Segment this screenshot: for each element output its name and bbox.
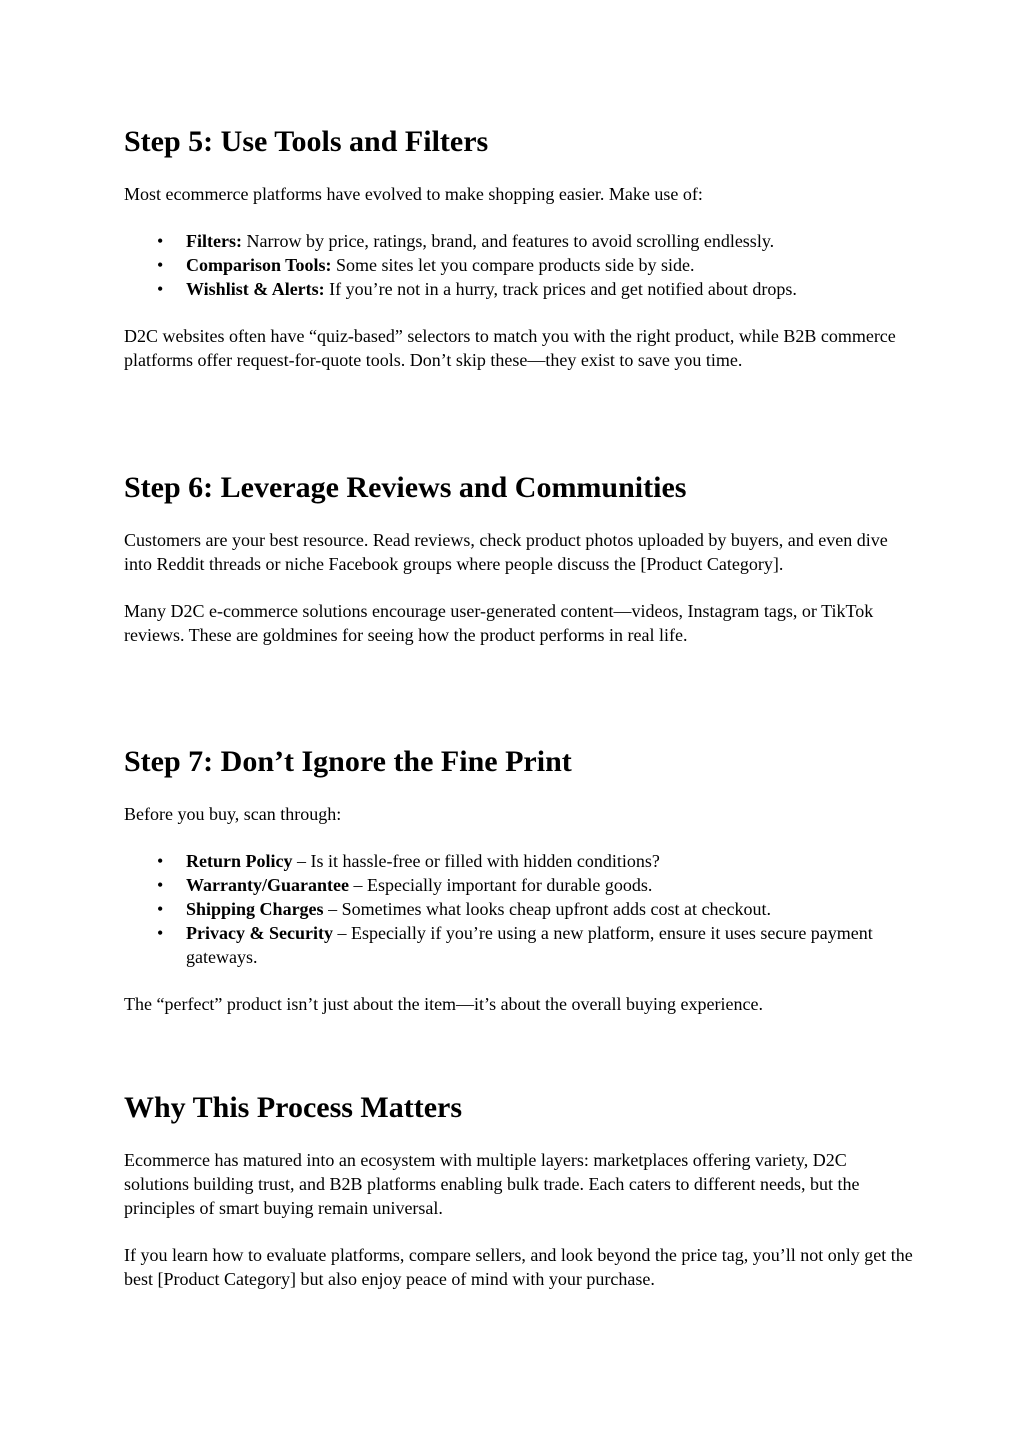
list-item-text: Narrow by price, ratings, brand, and features to avoid scrolling endlessly.	[241, 231, 775, 251]
section-outro: D2C websites often have “quiz-based” selectors to match you with the right product, while B2B commerce platforms offer request-for-quote tools. Don’t skip these—they exist to save you time.	[124, 326, 896, 370]
list-item	[124, 229, 914, 253]
section-paragraph: If you learn how to evaluate platforms, compare sellers, and look beyond the price tag, you’ll not only get the best [Product Category] but also enjoy peace of mind with your purchase.	[124, 1245, 913, 1289]
section-paragraph: Many D2C e-commerce solutions encourage user-generated content—videos, Instagram tags, or TikTok reviews. These are goldmines for seeing how the product performs in real life.	[124, 601, 874, 645]
section-paragraph: Ecommerce has matured into an ecosystem with multiple layers: marketplaces offering variety, D2C solutions building trust, and B2B platforms enabling bulk trade. Each caters to different needs, but the principles of smart buying remain universal.	[124, 1150, 860, 1218]
list-item	[124, 277, 914, 301]
section-heading: Step 6: Leverage Reviews and Communities	[124, 471, 687, 504]
fine-print-list	[124, 849, 914, 969]
bullet-icon: •	[157, 899, 164, 919]
list-item-term: Comparison Tools:	[186, 255, 332, 275]
section-step-6	[124, 471, 914, 647]
section-paragraph: Customers are your best resource. Read reviews, check product photos uploaded by buyers, and even dive into Reddit threads or niche Facebook groups where people discuss the [Product Category].	[124, 530, 888, 574]
bullet-icon: •	[157, 923, 164, 943]
list-item	[124, 897, 914, 921]
section-intro: Before you buy, scan through:	[124, 804, 342, 824]
bullet-icon: •	[157, 851, 164, 871]
list-item	[124, 921, 914, 969]
list-item-term: Privacy & Security	[186, 923, 333, 943]
bullet-icon: •	[157, 875, 164, 895]
bullet-icon: •	[157, 231, 164, 251]
list-item-text: – Is it hassle-free or filled with hidden conditions?	[292, 851, 660, 871]
list-item-term: Return Policy	[186, 851, 293, 871]
section-heading: Why This Process Matters	[124, 1091, 463, 1124]
section-intro: Most ecommerce platforms have evolved to make shopping easier. Make use of:	[124, 184, 703, 204]
tools-list	[124, 229, 914, 301]
list-item-term: Shipping Charges	[186, 899, 324, 919]
list-item-text: – Sometimes what looks cheap upfront adds cost at checkout.	[323, 899, 771, 919]
list-item-term: Wishlist & Alerts:	[186, 279, 325, 299]
list-item-term: Warranty/Guarantee	[186, 875, 349, 895]
list-item-text: If you’re not in a hurry, track prices and get notified about drops.	[324, 279, 797, 299]
list-item-text: Some sites let you compare products side by side.	[331, 255, 695, 275]
list-item-term: Filters:	[186, 231, 242, 251]
bullet-icon: •	[157, 279, 164, 299]
section-step-7	[124, 745, 914, 1016]
section-why-process-matters	[124, 1091, 914, 1291]
section-heading: Step 7: Don’t Ignore the Fine Print	[124, 745, 572, 778]
list-item-text: – Especially if you’re using a new platform, ensure it uses secure payment gateways.	[186, 923, 873, 967]
list-item	[124, 849, 914, 873]
section-step-5	[124, 125, 914, 372]
section-heading: Step 5: Use Tools and Filters	[124, 125, 489, 158]
list-item-text: – Especially important for durable goods.	[348, 875, 653, 895]
bullet-icon: •	[157, 255, 164, 275]
section-outro: The “perfect” product isn’t just about the item—it’s about the overall buying experience.	[124, 994, 763, 1014]
list-item	[124, 873, 914, 897]
list-item	[124, 253, 914, 277]
